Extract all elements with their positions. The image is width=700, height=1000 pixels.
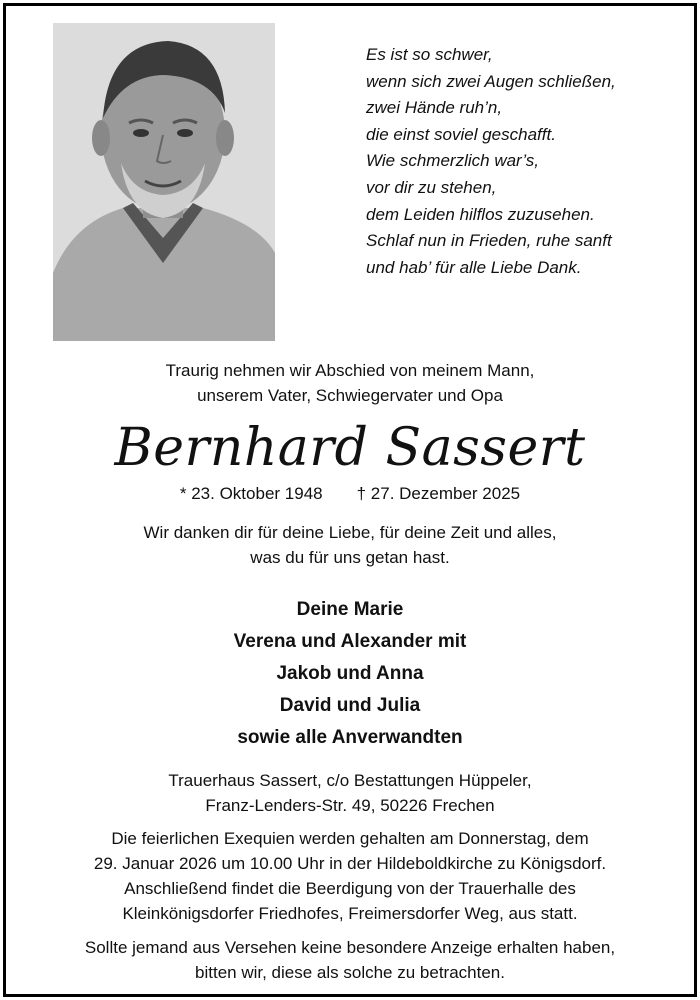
thanks-text — [6, 520, 694, 570]
mourning-address — [6, 768, 694, 818]
poem-line: die einst soviel geschafft. — [366, 124, 556, 144]
address-line: Franz-Lenders-Str. 49, 50226 Frechen — [205, 796, 495, 815]
service-line: Kleinkönigsdorfer Friedhofes, Freimersdorfer Weg, aus statt. — [122, 904, 578, 923]
family-member: Verena und Alexander mit — [233, 631, 467, 652]
life-dates — [6, 483, 694, 505]
death-date: † 27. Dezember 2025 — [356, 484, 521, 503]
service-line: 29. Januar 2026 um 10.00 Uhr in der Hildeboldkirche zu Königsdorf. — [93, 854, 607, 873]
poem — [366, 42, 666, 281]
portrait-image — [53, 23, 275, 341]
thanks-line: Wir danken dir für deine Liebe, für deine Zeit und alles, — [143, 523, 557, 542]
poem-line: und hab’ für alle Liebe Dank. — [366, 257, 582, 277]
poem-line: vor dir zu stehen, — [366, 177, 497, 197]
family-member: David und Julia — [279, 695, 421, 716]
service-line: Anschließend findet die Beerdigung von der Trauerhalle des — [124, 879, 576, 898]
poem-line: Wie schmerzlich war’s, — [366, 151, 540, 171]
thanks-line: was du für uns getan hast. — [250, 548, 450, 567]
portrait-photo — [53, 23, 275, 341]
intro-line: Traurig nehmen wir Abschied von meinem Mann, — [165, 361, 535, 380]
notice-line: Sollte jemand aus Versehen keine besondere Anzeige erhalten haben, — [84, 938, 616, 957]
family-list — [6, 594, 694, 754]
address-line: Trauerhaus Sassert, c/o Bestattungen Hüppeler, — [168, 771, 532, 790]
intro-text — [6, 358, 694, 408]
obituary-card — [3, 3, 697, 997]
birth-date: * 23. Oktober 1948 — [179, 484, 323, 503]
family-member: Deine Marie — [296, 599, 404, 620]
poem-line: dem Leiden hilflos zuzusehen. — [366, 204, 595, 224]
notice-line: bitten wir, diese als solche zu betrachten. — [195, 963, 505, 982]
poem-line: Es ist so schwer, — [366, 45, 493, 64]
poem-line: wenn sich zwei Augen schließen, — [366, 71, 616, 91]
family-member: Jakob und Anna — [276, 663, 424, 684]
intro-line: unserem Vater, Schwiegervater und Opa — [197, 386, 503, 405]
service-details — [6, 826, 694, 926]
poem-line: Schlaf nun in Frieden, ruhe sanft — [366, 231, 612, 251]
deceased-name: Bernhard Sassert — [114, 418, 586, 478]
closing-notice — [6, 935, 694, 985]
family-member: sowie alle Anverwandten — [237, 727, 463, 748]
poem-line: zwei Hände ruh’n, — [366, 98, 503, 118]
service-line: Die feierlichen Exequien werden gehalten am Donnerstag, dem — [111, 829, 589, 848]
